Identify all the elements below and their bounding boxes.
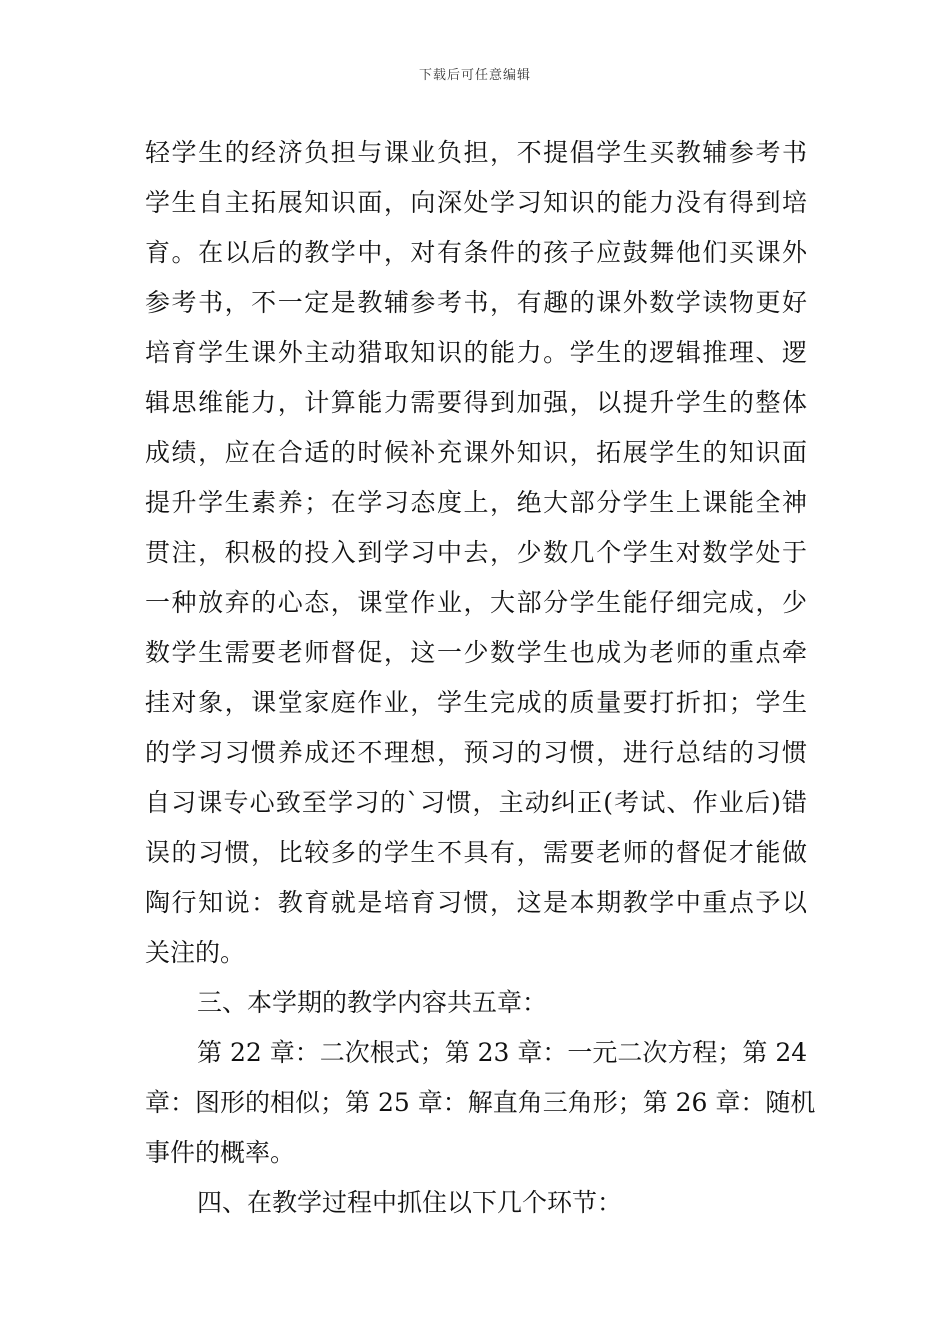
text-line: 关注的。 (145, 938, 246, 967)
text-line: 参考书，不一定是教辅参考书，有趣的课外数学读物更好 (145, 288, 807, 317)
text-line: 一种放弃的心态，课堂作业，大部分学生能仔细完成，少 (145, 588, 807, 617)
section-4-heading: 四、在教学过程中抓住以下几个环节： (197, 1188, 623, 1217)
text-line: 数学生需要老师督促，这一少数学生也成为老师的重点牵 (145, 638, 807, 667)
text-line: 育。在以后的教学中，对有条件的孩子应鼓舞他们买课外 (145, 238, 807, 267)
text-line: 的学习习惯养成还不理想，预习的习惯，进行总结的习惯 (145, 738, 807, 767)
text-line: 辑思维能力，计算能力需要得到加强，以提升学生的整体 (145, 388, 807, 417)
text-line: 成绩，应在合适的时候补充课外知识，拓展学生的知识面 (145, 438, 807, 467)
section-3-body (145, 1028, 816, 1178)
text-line: 事件的概率。 (145, 1138, 296, 1167)
text-line: 轻学生的经济负担与课业负担，不提倡学生买教辅参考书 (145, 138, 807, 167)
text-line: 章：图形的相似；第 25 章：解直角三角形；第 26 章：随机 (145, 1088, 816, 1117)
text-line: 误的习惯，比较多的学生不具有，需要老师的督促才能做 (145, 838, 807, 867)
text-line: 学生自主拓展知识面，向深处学习知识的能力没有得到培 (145, 188, 807, 217)
text-line: 第 22 章：二次根式；第 23 章：一元二次方程；第 24 (197, 1038, 808, 1067)
text-line: 陶行知说：教育就是培育习惯，这是本期教学中重点予以 (145, 888, 807, 917)
text-line: 培育学生课外主动猎取知识的能力。学生的逻辑推理、逻 (145, 338, 807, 367)
paragraph-1 (145, 128, 807, 978)
document-body (145, 128, 816, 1228)
text-line: 自习课专心致至学习的`习惯，主动纠正(考试、作业后)错 (145, 788, 807, 817)
text-line: 贯注，积极的投入到学习中去，少数几个学生对数学处于 (145, 538, 807, 567)
section-3-heading: 三、本学期的教学内容共五章： (197, 988, 548, 1017)
text-line: 提升学生素养；在学习态度上，绝大部分学生上课能全神 (145, 488, 807, 517)
page-header: 下载后可任意编辑 (418, 68, 531, 83)
text-line: 挂对象，课堂家庭作业，学生完成的质量要打折扣；学生 (145, 688, 807, 717)
